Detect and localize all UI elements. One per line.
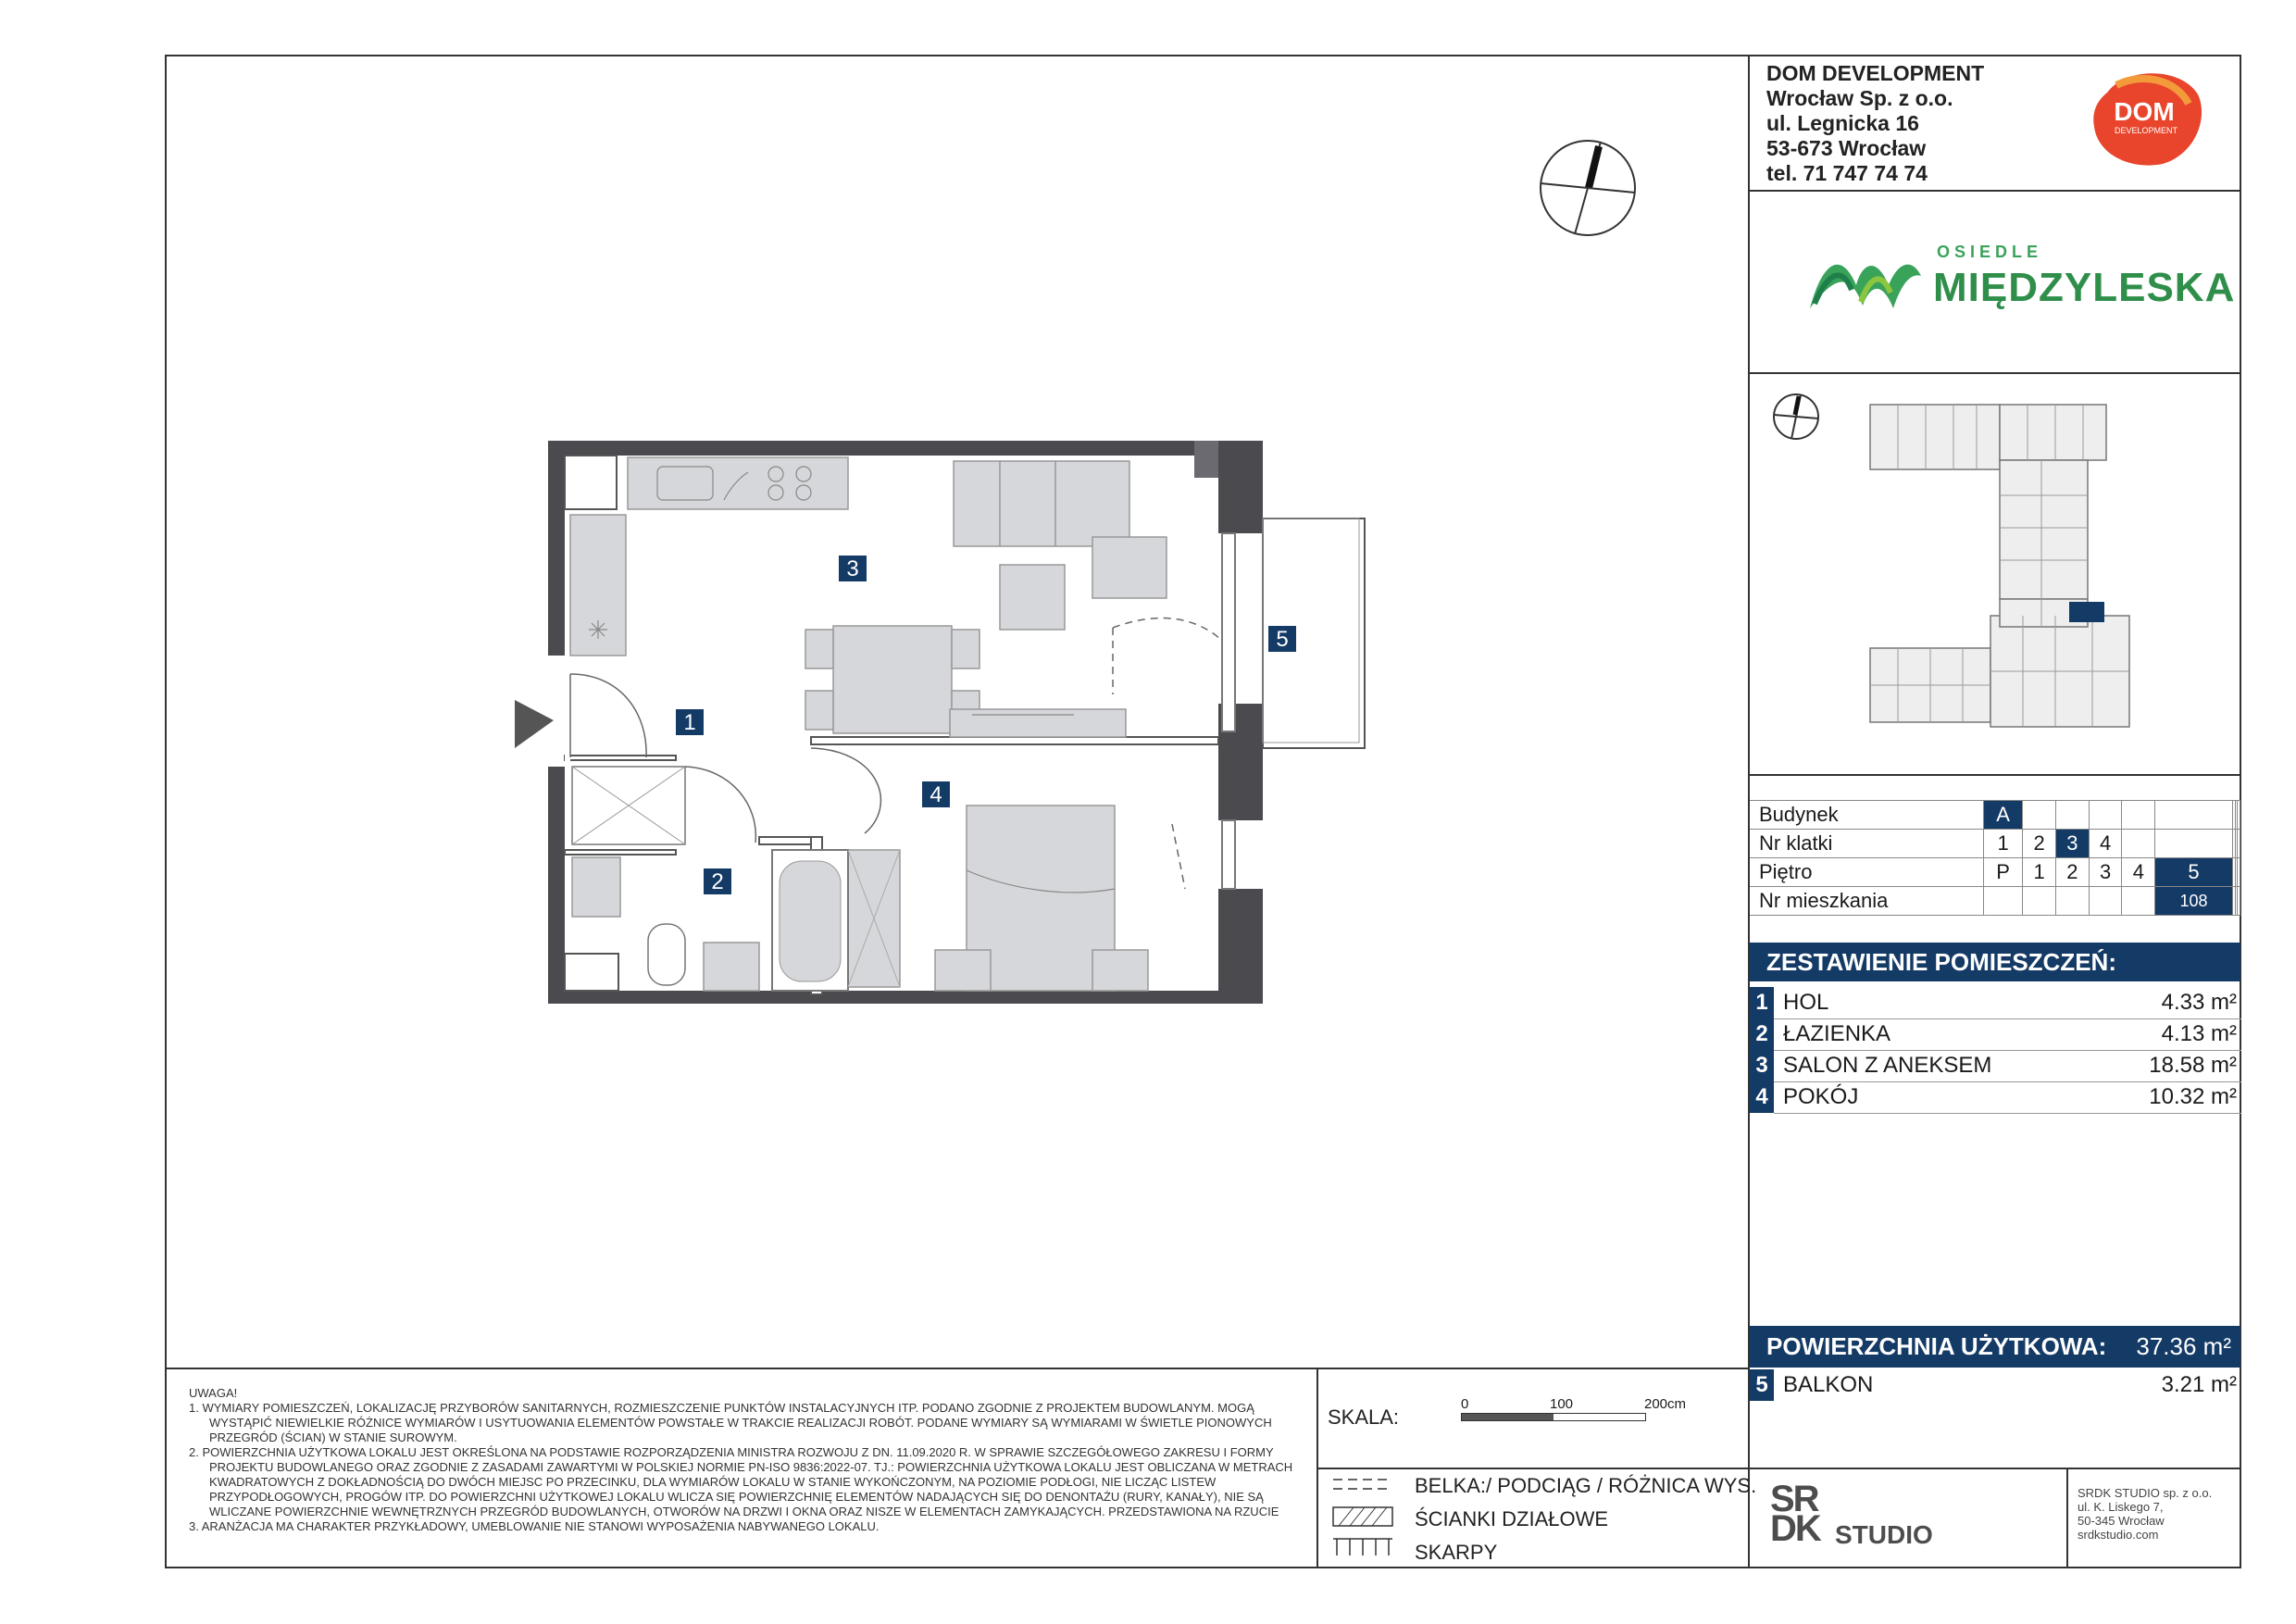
scale-tick: 0 (1461, 1396, 1469, 1412)
entrance-arrow-icon (515, 700, 554, 748)
grid-row-apartment: Nr mieszkania 108 (1750, 887, 2240, 916)
kitchen-counter (628, 457, 848, 509)
legend-symbols (1331, 1474, 1396, 1559)
keyplan-north-arrow (1768, 389, 1824, 444)
scale-label: SKALA: (1328, 1405, 1400, 1429)
chair (952, 630, 980, 668)
nightstand (1092, 950, 1148, 991)
company-street: ul. Legnicka 16 (1766, 111, 1919, 135)
brand-prefix: OSIEDLE (1937, 243, 2043, 261)
dom-development-logo (2089, 67, 2205, 170)
note-item: 1. WYMIARY POMIESZCZEŃ, LOKALIZACJĘ PRZYBORÓW SANITARNYCH, ROZMIESZCZENIE PUNKTÓW INSTALACYJNYCH ITP. PODANO ZGODNIE Z PROJEKTEM BUDOWLANYM. MOGĄ WYSTĄPIĆ NIEWIELKIE RÓŻNICE WYMIARÓW I USYTUOWANIA ELEMENTÓW POWSTAŁE W TRAKCIE REALIZACJI ROBÓT. PODANE WYMIARY SĄ WYMIARAMI W ŚWIETLE PIONOWYCH PRZEGRÓD (ŚCIAN) W STANIE SUROWYM. (189, 1401, 1272, 1444)
bathroom-sink (704, 943, 759, 991)
company-phone: tel. 71 747 74 74 (1766, 161, 1928, 185)
room-row: 1 HOL 4.33 m² (1750, 987, 2240, 1018)
company-name: DOM DEVELOPMENT (1766, 61, 1985, 85)
wall (548, 767, 565, 1004)
selected-apartment-marker (2069, 602, 2104, 622)
room-row: 3 SALON Z ANEKSEM 18.58 m² (1750, 1050, 2240, 1081)
logo-word-development: DEVELOPMENT (2114, 126, 2178, 135)
miedzyleska-logo-mark (1805, 248, 1926, 313)
nightstand (935, 950, 991, 991)
notes-block (189, 1386, 1300, 1534)
legend-slopes: SKARPY (1415, 1541, 1498, 1564)
wall (1218, 731, 1263, 820)
scale-bar (1461, 1413, 1646, 1421)
divider (165, 1368, 1750, 1369)
wall (1218, 441, 1263, 533)
floor-plan (509, 435, 1370, 1009)
usable-area-bar (1750, 1326, 2240, 1368)
company-info (1766, 61, 1984, 186)
divider (1748, 190, 2241, 192)
plan-label-5: 5 (1276, 627, 1289, 652)
usable-area-value: 37.36 m² (2136, 1332, 2231, 1360)
location-grid (1750, 800, 2240, 916)
note-item: 3. ARANŻACJA MA CHARAKTER PRZYKŁADOWY, UMEBLOWANIE NIE STANOWI WYPOSAŻENIA NABYWANEGO LOKALU. (189, 1519, 880, 1533)
grid-label: Nr mieszkania (1750, 887, 1984, 916)
company-city: 53-673 Wrocław (1766, 136, 1927, 160)
washing-machine (572, 857, 620, 917)
divider (1774, 1050, 2241, 1051)
grid-row-staircase: Nr klatki 1 2 3 4 (1750, 830, 2240, 858)
wall (548, 441, 565, 656)
srdk-logo (1770, 1479, 1820, 1549)
toilet (648, 924, 685, 985)
legend-partitions: ŚCIANKI DZIAŁOWE (1415, 1507, 1609, 1530)
brand-name: MIĘDZYLESKA (1933, 265, 2236, 310)
chair (805, 630, 833, 668)
chair (805, 691, 833, 730)
sofa-chaise (1092, 537, 1167, 598)
company-entity: Wrocław Sp. z o.o. (1766, 86, 1953, 110)
srdk-logo-word: STUDIO (1835, 1520, 1933, 1549)
grid-label: Piętro (1750, 858, 1984, 887)
srdk-logo-dk: DK (1770, 1508, 1820, 1549)
divider (1748, 372, 2241, 374)
wall (548, 991, 1263, 1004)
note-item: 2. POWIERZCHNIA UŻYTKOWA LOKALU JEST OKREŚLONA NA PODSTAWIE ROZPORZĄDZENIA MINISTRA ROZWOJU Z DN. 11.09.2020 R. W SPRAWIE SZCZEGÓŁOWEGO ZAKRESU I FORMY PROJEKTU BUDOWLANEGO ORAZ ZGODNIE Z ZASADAMI ZAWARTYMI W POLSKIEJ NORMIE PN-ISO 9836:2022-07. TJ.: POWIERZCHNIA UŻYTKOWA LOKALU JEST OBLICZANA W METRACH KWADRATOWYCH Z DOKŁADNOŚCIĄ DO DWÓCH MIEJSC PO PRZECINKU, DLA WYMIARÓW LOKALU W STANIE WYKOŃCZONYM, NA POZIOMIE PODŁOGI, NIE LICZĄC LISTEW PRZYPODŁOGOWYCH, PROGÓW ITP. DO POWIERZCHNI UŻYTKOWEJ LOKALU WLICZA SIĘ POWIERZCHNIĘ ELEMENTÓW NADAJĄCYCH SIĘ DO DENONTAŻU (RURY, KANAŁY), NIE SĄ WLICZANE POWIERZCHNIE WEWNĘTRZNYCH PRZEGRÓD BUDOWLANYCH, OTWORÓW NA DRZWI I OKNA ORAZ NISZE W ELEMENTACH ZAMYKAJĄCYCH. PRZEDSTAWIONA NA RZUCIE (189, 1445, 1293, 1518)
divider (1774, 1081, 2241, 1082)
building-key-plan (1861, 394, 2139, 750)
rooms-title: ZESTAWIENIE POMIESZCZEŃ: (1750, 943, 2240, 981)
sofa-back (954, 461, 1129, 546)
divider (2066, 1468, 2068, 1568)
srdk-address: SRDK STUDIO sp. z o.o. ul. K. Liskego 7, 50-345 Wrocław srdkstudio.com (2078, 1486, 2213, 1542)
plan-label-3: 3 (846, 556, 859, 581)
grid-row-floor: Piętro P 1 2 3 4 5 (1750, 858, 2240, 887)
room-row: 4 POKÓJ 10.32 m² (1750, 1081, 2240, 1113)
usable-area-label: POWIERZCHNIA UŻYTKOWA: (1766, 1332, 2107, 1360)
legend-beam: BELKA:/ PODCIĄG / RÓŻNICA WYS. (1415, 1474, 1757, 1497)
divider (1774, 1018, 2241, 1019)
wall (1218, 889, 1263, 1004)
room-row: 2 ŁAZIENKA 4.13 m² (1750, 1018, 2240, 1050)
divider (1316, 1468, 2241, 1469)
divider (1748, 774, 2241, 776)
logo-word-dom: DOM (2114, 97, 2175, 126)
balcony-row: 5 BALKON 3.21 m² (1750, 1369, 2240, 1401)
srdk-logo-sr: SR (1770, 1479, 1818, 1519)
plan-label-2: 2 (711, 869, 724, 894)
coffee-table (1000, 565, 1065, 630)
north-arrow (1537, 137, 1639, 239)
dining-table (833, 626, 952, 733)
plan-label-1: 1 (683, 710, 696, 735)
plan-label-4: 4 (930, 782, 942, 807)
divider (1774, 1113, 2241, 1114)
grid-label: Budynek (1750, 801, 1984, 830)
grid-label: Nr klatki (1750, 830, 1984, 858)
notes-title: UWAGA! (189, 1386, 238, 1400)
tv-cabinet (950, 709, 1126, 737)
grid-row-building: Budynek A (1750, 801, 2240, 830)
scale-tick: 100 (1550, 1396, 1574, 1412)
wall (548, 441, 1263, 456)
scale-tick: 200cm (1644, 1396, 1687, 1412)
